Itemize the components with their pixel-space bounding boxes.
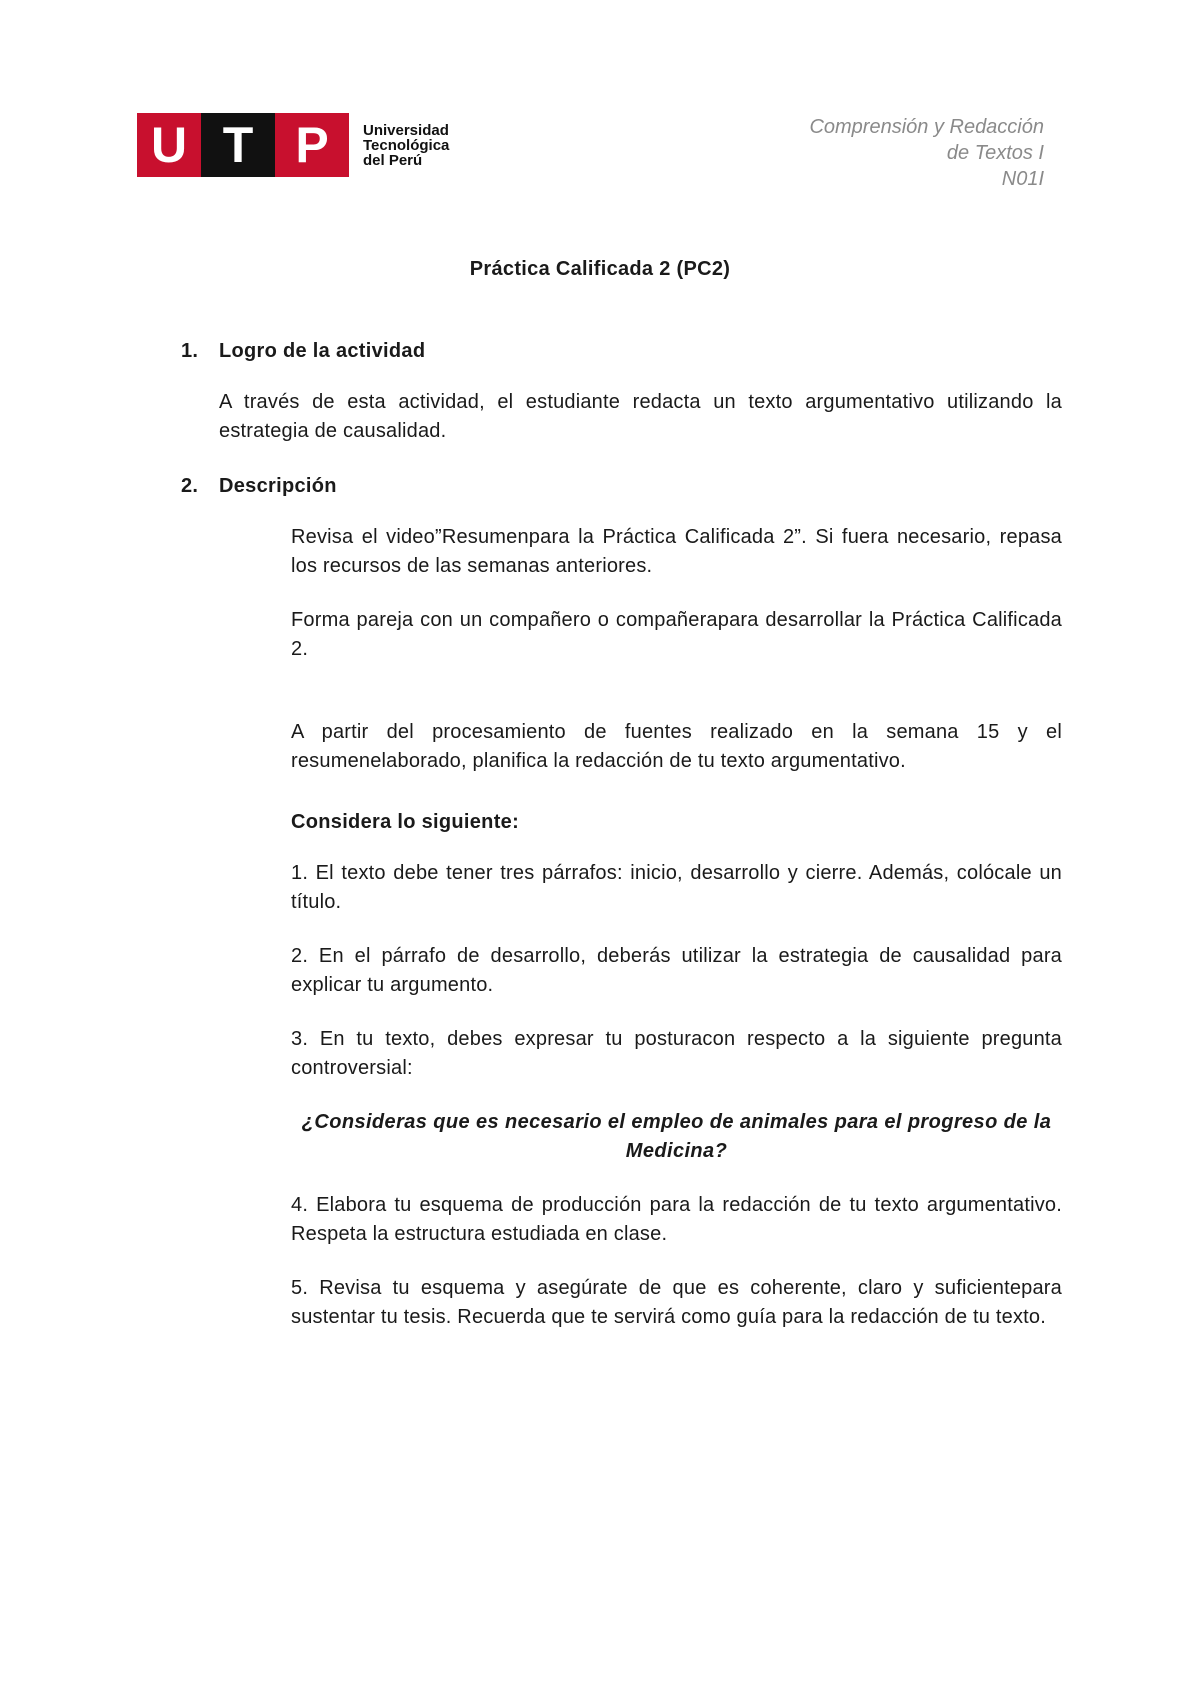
list-item-2: 2. En el párrafo de desarrollo, deberás utilizar la estrategia de causalidad para explicar tu argumento. xyxy=(291,945,1062,996)
utp-logo xyxy=(137,113,449,177)
course-line-1: Comprensión y Redacción xyxy=(809,116,1044,138)
list-item-3: 3. En tu texto, debes expresar tu posturacon respecto a la siguiente pregunta controversial: xyxy=(291,1028,1062,1079)
logo-letter-t: T xyxy=(201,113,275,177)
section-1-number: 1. xyxy=(181,340,199,362)
consider-label: Considera lo siguiente: xyxy=(291,811,520,833)
logo-university-name xyxy=(363,123,449,168)
logo-name-line-2: Tecnológica xyxy=(363,136,450,154)
list-item-1: 1. El texto debe tener tres párrafos: inicio, desarrollo y cierre. Además, colócale un título. xyxy=(291,862,1062,913)
section-2-heading xyxy=(181,475,337,498)
section-2-number: 2. xyxy=(181,475,199,497)
section-1-title: Logro de la actividad xyxy=(219,340,426,362)
logo-name-line-3: del Perú xyxy=(363,151,423,169)
course-line-3: N01I xyxy=(1001,168,1044,190)
description-paragraph-3: A partir del procesamiento de fuentes realizado en la semana 15 y el resumenelaborado, planifica la redacción de tu texto argumentativo. xyxy=(291,721,1062,772)
list-item-4: 4. Elabora tu esquema de producción para la redacción de tu texto argumentativo. Respeta la estructura estudiada en clase. xyxy=(291,1194,1062,1245)
logo-letter-u: U xyxy=(137,113,201,177)
controversial-question: ¿Consideras que es necesario el empleo de animales para el progreso de la Medicina? xyxy=(301,1111,1052,1162)
course-header xyxy=(809,114,1044,192)
document-title: Práctica Calificada 2 (PC2) xyxy=(469,258,731,280)
section-1-text: A través de esta actividad, el estudiante redacta un texto argumentativo utilizando la estrategia de causalidad. xyxy=(219,391,1062,442)
logo-name-line-1: Universidad xyxy=(363,121,449,139)
section-1-heading xyxy=(181,340,425,363)
logo-letter-p: P xyxy=(275,113,349,177)
description-paragraph-2: Forma pareja con un compañero o compañerapara desarrollar la Práctica Calificada 2. xyxy=(291,609,1062,660)
description-paragraph-1: Revisa el video”Resumenpara la Práctica Calificada 2”. Si fuera necesario, repasa los recursos de las semanas anteriores. xyxy=(291,526,1062,577)
list-item-5: 5. Revisa tu esquema y asegúrate de que es coherente, claro y suficientepara sustentar tu tesis. Recuerda que te servirá como guía para la redacción de tu texto. xyxy=(291,1277,1062,1328)
logo-letter-blocks xyxy=(137,113,349,177)
section-2-title: Descripción xyxy=(219,475,337,497)
course-line-2: de Textos I xyxy=(946,142,1044,164)
